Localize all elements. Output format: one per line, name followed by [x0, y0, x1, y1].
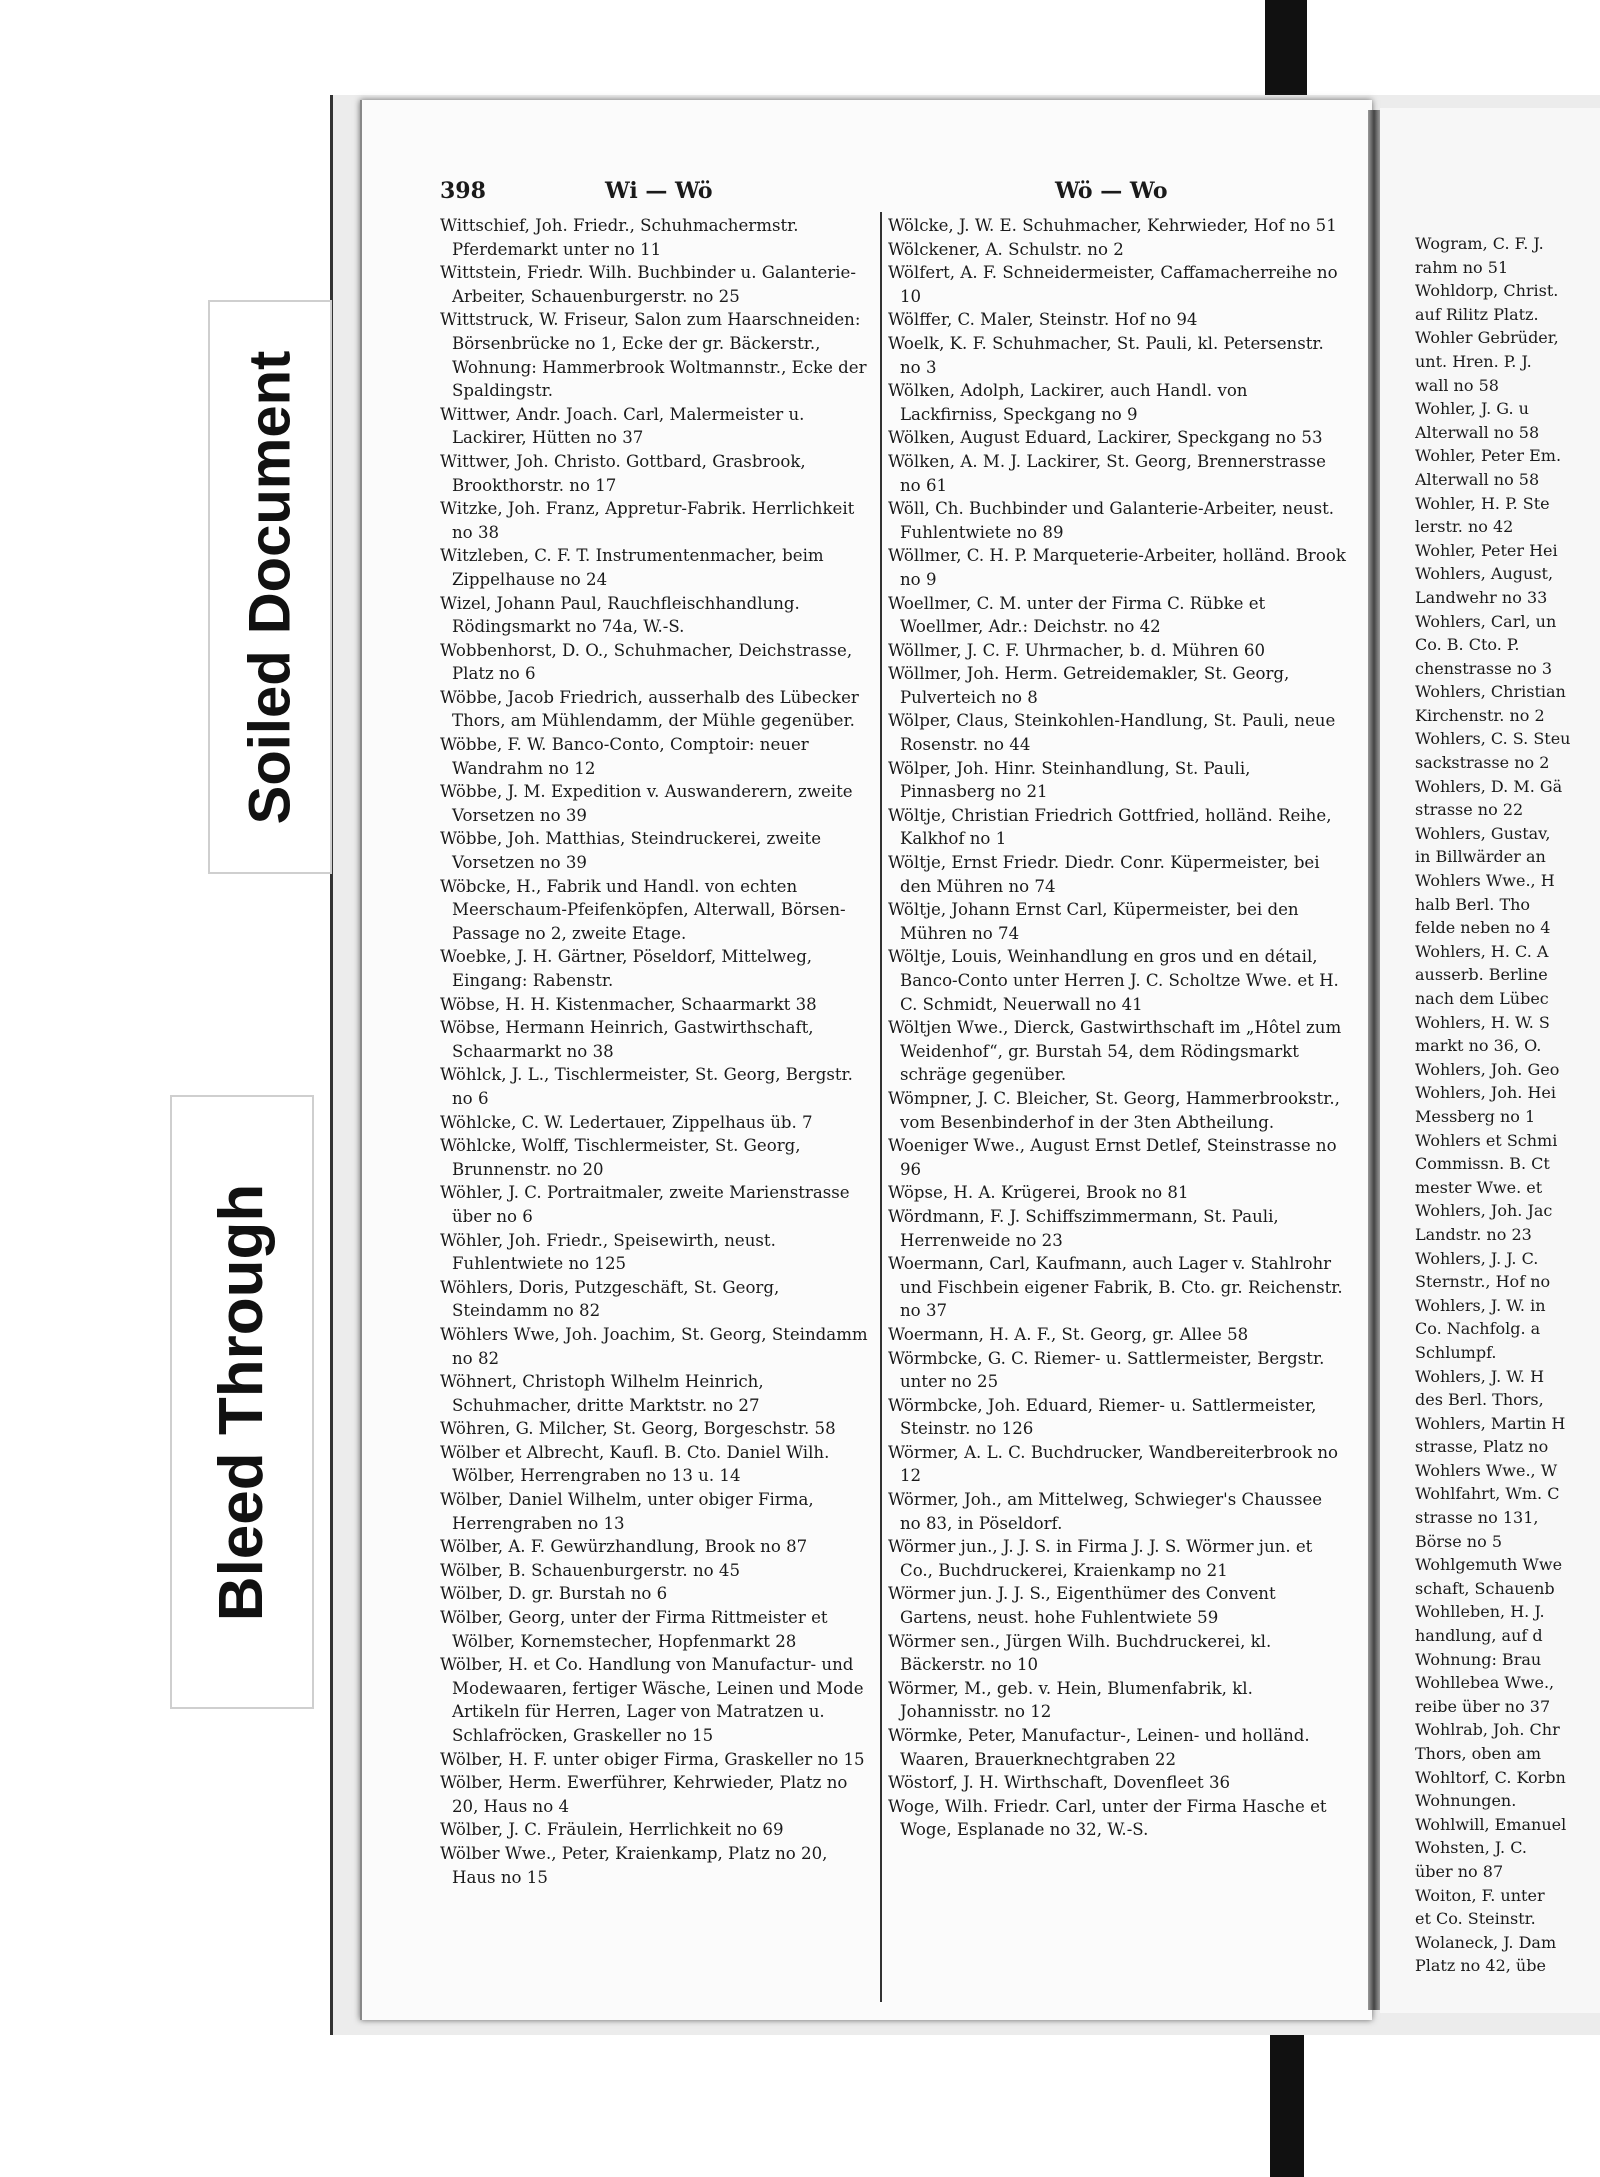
page-number: 398 — [440, 178, 486, 204]
left-range-header: Wi — Wö — [605, 178, 713, 204]
directory-entry: Wölber, B. Schauenburgerstr. no 45 — [440, 1560, 741, 1580]
bleed-through-label: Bleed Through — [207, 1183, 277, 1621]
directory-entry: Wöltje, Ernst Friedr. Diedr. Conr. Küpermeister, bei den Mühren no 74 — [888, 853, 1320, 896]
directory-entry: Landstr. no 23 — [1415, 1224, 1532, 1244]
directory-entry: Wöhler, Joh. Friedr., Speisewirth, neust. Fuhlentwiete no 125 — [440, 1230, 776, 1274]
directory-entry: Wöllmer, Joh. Herm. Getreidemakler, St. Georg, Pulverteich no 8 — [888, 664, 1290, 707]
directory-entry: Wöbbe, Joh. Matthias, Steindruckerei, zweite Vorsetzen no 39 — [440, 829, 822, 873]
directory-entry: Wölber et Albrecht, Kaufl. B. Cto. Daniel Wilh. Wölber, Herrengraben no 13 u. 14 — [440, 1442, 830, 1486]
directory-entry: in Billwärder an — [1415, 847, 1546, 867]
directory-entry: Wogram, C. F. J. — [1415, 234, 1544, 253]
directory-entry: Wohlers, Joh. Jac — [1415, 1201, 1553, 1221]
directory-entry: halb Berl. Tho — [1415, 894, 1531, 914]
directory-entry: Wohlrab, Joh. Chr — [1415, 1720, 1560, 1740]
directory-entry: Wohlers, Gustav, — [1415, 823, 1551, 843]
directory-entry: strasse no 131, — [1415, 1508, 1539, 1528]
directory-entry: Woeniger Wwe., August Ernst Detlef, Steinstrasse no 96 — [888, 1136, 1337, 1179]
directory-entry: Wölken, A. M. J. Lackirer, St. Georg, Brennerstrasse no 61 — [888, 451, 1326, 495]
directory-entry: Alterwall no 58 — [1415, 422, 1540, 442]
top-black-bar — [1265, 0, 1307, 100]
directory-entry: Wöbcke, H., Fabrik und Handl. von echten Meerschaum-Pfeifenköpfen, Alterwall, Börsen-Passage no 2, zweite Etage. — [440, 876, 846, 943]
directory-entry: Wohlers, H. C. A — [1415, 941, 1549, 961]
directory-entry: Wöhnert, Christoph Wilhelm Heinrich, Schuhmacher, dritte Marktstr. no 27 — [440, 1372, 764, 1415]
directory-entry: Wöhlcke, Wolff, Tischlermeister, St. Georg, Brunnenstr. no 20 — [440, 1136, 801, 1179]
soiled-document-label: Soiled Document — [237, 350, 303, 824]
directory-entry: Woebke, J. H. Gärtner, Pöseldorf, Mittelweg, Eingang: Rabenstr. — [440, 947, 813, 990]
directory-entry: Wohlers, H. W. S — [1415, 1012, 1550, 1032]
directory-entry: Witzleben, C. F. T. Instrumentenmacher, beim Zippelhause no 24 — [440, 546, 824, 589]
directory-entry: Wohlers, J. W. in — [1415, 1295, 1546, 1315]
directory-entry: Wörmer sen., Jürgen Wilh. Buchdruckerei, kl. Bäckerstr. no 10 — [888, 1631, 1272, 1675]
directory-entry: Wölken, Adolph, Lackirer, auch Handl. von Lackfirniss, Speckgang no 9 — [888, 381, 1248, 424]
directory-entry: Wöstorf, J. H. Wirthschaft, Dovenfleet 36 — [888, 1773, 1231, 1793]
directory-entry: Wohnung: Brau — [1415, 1649, 1542, 1669]
directory-entry: Wittstruck, W. Friseur, Salon zum Haarschneiden: Börsenbrücke no 1, Ecke der gr. Bäckerstr., Wohnung: Hammerbrook Woltmannstr., Ecke der Spaldingstr. — [440, 310, 867, 401]
directory-entry: wall no 58 — [1415, 375, 1499, 395]
directory-entry: Börse no 5 — [1415, 1531, 1503, 1551]
right-range-header: Wö — Wo — [1055, 178, 1168, 204]
directory-entry: Kirchenstr. no 2 — [1415, 705, 1545, 725]
directory-entry: Wohler, J. G. u — [1415, 399, 1529, 419]
column-2 — [888, 214, 1348, 1842]
directory-entry: handlung, auf d — [1415, 1626, 1543, 1646]
soiled-document-stamp — [208, 300, 332, 874]
directory-entry: Wohler, Peter Hei — [1415, 540, 1558, 560]
directory-entry: Wohlers Wwe., H — [1415, 871, 1555, 891]
directory-entry: Wohnungen. — [1415, 1791, 1517, 1811]
directory-entry: Woge, Wilh. Friedr. Carl, unter der Firma Hasche et Woge, Esplanade no 32, W.-S. — [888, 1796, 1327, 1840]
directory-entry: Wohlers, Martin H — [1415, 1413, 1566, 1433]
directory-entry: des Berl. Thors, — [1415, 1390, 1544, 1410]
column-rule — [880, 212, 882, 2002]
directory-entry: Wölcke, J. W. E. Schuhmacher, Kehrwieder, Hof no 51 — [888, 216, 1337, 235]
directory-entry: Wohldorp, Christ. — [1415, 281, 1559, 301]
directory-entry: Wittwer, Andr. Joach. Carl, Malermeister u. Lackirer, Hütten no 37 — [440, 404, 805, 448]
directory-entry: Wohlers, D. M. Gä — [1415, 776, 1563, 796]
directory-entry: Wohlers et Schmi — [1415, 1130, 1558, 1150]
column-1 — [440, 214, 872, 1889]
directory-entry: Wohler Gebrüder, — [1415, 328, 1559, 348]
directory-entry: Wöllmer, J. C. F. Uhrmacher, b. d. Mühren 60 — [888, 640, 1266, 660]
directory-entry: Wörmer, Joh., am Mittelweg, Schwieger's Chaussee no 83, in Pöseldorf. — [888, 1490, 1323, 1533]
directory-entry: Woelk, K. F. Schuhmacher, St. Pauli, kl. Petersenstr. no 3 — [888, 333, 1324, 377]
directory-entry: Wohlers, Joh. Hei — [1415, 1083, 1556, 1103]
directory-entry: Sternstr., Hof no — [1415, 1272, 1551, 1292]
directory-entry: Wörmer jun. J. J. S., Eigenthümer des Convent Gartens, neust. hohe Fuhlentwiete 59 — [888, 1584, 1276, 1628]
directory-entry: Wölber, D. gr. Burstah no 6 — [440, 1584, 668, 1604]
directory-entry: Wördmann, F. J. Schiffszimmermann, St. Pauli, Herrenweide no 23 — [888, 1206, 1279, 1250]
directory-entry: Wohltorf, C. Korbn — [1415, 1767, 1566, 1787]
directory-entry: Wöbbe, Jacob Friedrich, ausserhalb des Lübecker Thors, am Mühlendamm, der Mühle gegenüber. — [440, 687, 859, 731]
directory-entry: Wölber, A. F. Gewürzhandlung, Brook no 87 — [440, 1537, 808, 1557]
directory-entry: Wörmke, Peter, Manufactur-, Leinen- und holländ. Waaren, Brauerknechtgraben 22 — [888, 1726, 1310, 1769]
directory-entry: Wöbse, H. H. Kistenmacher, Schaarmarkt 38 — [440, 994, 817, 1014]
directory-entry: Woiton, F. unter — [1415, 1885, 1545, 1905]
directory-entry: Wizel, Johann Paul, Rauchfleischhandlung. Rödingsmarkt no 74a, W.-S. — [440, 593, 800, 637]
directory-entry: Wöltje, Christian Friedrich Gottfried, holländ. Reihe, Kalkhof no 1 — [888, 805, 1332, 849]
directory-entry: Wohsten, J. C. — [1415, 1838, 1527, 1858]
directory-entry: Wöltje, Louis, Weinhandlung en gros und en détail, Banco-Conto unter Herren J. C. Scholtze Wwe. et H. C. Schmidt, Neuerwall no 41 — [888, 947, 1339, 1014]
directory-entry: mester Wwe. et — [1415, 1177, 1543, 1197]
directory-entry: markt no 36, O. — [1415, 1036, 1542, 1056]
directory-entry: Wöbbe, F. W. Banco-Conto, Comptoir: neuer Wandrahm no 12 — [440, 735, 809, 778]
directory-entry: Wörmbcke, Joh. Eduard, Riemer- u. Sattlermeister, Steinstr. no 126 — [888, 1395, 1317, 1439]
directory-entry: Wöll, Ch. Buchbinder und Galanterie-Arbeiter, neust. Fuhlentwiete no 89 — [888, 499, 1335, 542]
directory-entry: Wöbbe, J. M. Expedition v. Auswanderern, zweite Vorsetzen no 39 — [440, 782, 853, 825]
directory-entry: Wöpse, H. A. Krügerei, Brook no 81 — [888, 1183, 1189, 1203]
directory-entry: Wittwer, Joh. Christo. Gottbard, Grasbrook, Brookthorstr. no 17 — [440, 451, 806, 495]
directory-entry: chenstrasse no 3 — [1415, 658, 1553, 678]
directory-entry: Co. B. Cto. P. — [1415, 635, 1520, 655]
directory-entry: Wohlers, Joh. Geo — [1415, 1059, 1560, 1079]
directory-entry: lerstr. no 42 — [1415, 517, 1514, 537]
directory-entry: Wöltjen Wwe., Dierck, Gastwirthschaft im „Hôtel zum Weidenhof“, gr. Burstah 54, dem Rödingsmarkt schräge gegenüber. — [888, 1018, 1342, 1085]
directory-entry: schaft, Schauenb — [1415, 1578, 1555, 1598]
directory-entry: Wöbse, Hermann Heinrich, Gastwirthschaft, Schaarmarkt no 38 — [440, 1018, 814, 1061]
directory-entry: Wohlleben, H. J. — [1415, 1602, 1545, 1622]
directory-entry: Wittstein, Friedr. Wilh. Buchbinder u. Galanterie-Arbeiter, Schauenburgerstr. no 25 — [440, 263, 856, 306]
directory-entry: Wohlers, Christian — [1415, 682, 1566, 702]
directory-entry: rahm no 51 — [1415, 257, 1509, 277]
directory-entry: Wörmer jun., J. J. S. in Firma J. J. S. Wörmer jun. et Co., Buchdruckerei, Kraienkamp no 21 — [888, 1537, 1313, 1580]
directory-entry: Commissn. B. Ct — [1415, 1154, 1550, 1174]
directory-entry: Co. Nachfolg. a — [1415, 1319, 1541, 1339]
directory-entry: nach dem Lübec — [1415, 989, 1549, 1008]
book-gutter — [1368, 110, 1380, 2010]
directory-entry: Wömpner, J. C. Bleicher, St. Georg, Hammerbrookstr., vom Besenbinderhof in der 3ten Abtheilung. — [888, 1088, 1340, 1132]
directory-entry: Woermann, Carl, Kaufmann, auch Lager v. Stahlrohr und Fischbein eigener Fabrik, B. Cto. gr. Reichenstr. no 37 — [888, 1254, 1343, 1321]
directory-entry: Thors, oben am — [1415, 1744, 1542, 1763]
bottom-black-bar — [1270, 2030, 1304, 2177]
directory-entry: strasse no 22 — [1415, 800, 1524, 820]
bleed-through-stamp — [170, 1095, 314, 1709]
directory-entry: Wohler, H. P. Ste — [1415, 493, 1550, 513]
directory-entry: Wohlers Wwe., W — [1415, 1460, 1558, 1480]
directory-entry: Wölper, Joh. Hinr. Steinhandlung, St. Pauli, Pinnasberg no 21 — [888, 758, 1251, 802]
directory-entry: Wölckener, A. Schulstr. no 2 — [888, 239, 1124, 259]
directory-entry: über no 87 — [1415, 1861, 1504, 1881]
directory-entry: Wöhler, J. C. Portraitmaler, zweite Marienstrasse über no 6 — [440, 1183, 850, 1226]
directory-entry: Wölfert, A. F. Schneidermeister, Caffamacherreihe no 10 — [888, 263, 1338, 306]
directory-entry: Woellmer, C. M. unter der Firma C. Rübke et Woellmer, Adr.: Deichstr. no 42 — [888, 593, 1266, 637]
directory-entry: Wohlwill, Emanuel — [1415, 1814, 1567, 1834]
directory-entry: Wolaneck, J. Dam — [1415, 1932, 1557, 1952]
directory-entry: Wittschief, Joh. Friedr., Schuhmachermstr. Pferdemarkt unter no 11 — [440, 216, 799, 259]
directory-entry: ausserb. Berline — [1415, 965, 1548, 985]
directory-entry: Wörmer, A. L. C. Buchdrucker, Wandbereiterbrook no 12 — [888, 1442, 1339, 1486]
directory-entry: Alterwall no 58 — [1415, 469, 1540, 489]
directory-entry: Platz no 42, übe — [1415, 1956, 1546, 1976]
directory-entry: Landwehr no 33 — [1415, 587, 1548, 607]
directory-entry: felde neben no 4 — [1415, 918, 1551, 938]
directory-entry: Wöhlcke, C. W. Ledertauer, Zippelhaus üb. 7 — [440, 1112, 813, 1132]
directory-entry: Wöltje, Johann Ernst Carl, Küpermeister, bei den Mühren no 74 — [888, 900, 1299, 943]
directory-entry: Wohlers, J. J. C. — [1415, 1248, 1539, 1268]
directory-entry: Wölber, Daniel Wilhelm, unter obiger Firma, Herrengraben no 13 — [440, 1490, 814, 1533]
directory-entry: unt. Hren. P. J. — [1415, 351, 1532, 371]
directory-entry: Wörmer, M., geb. v. Hein, Blumenfabrik, kl. Johannisstr. no 12 — [888, 1678, 1253, 1722]
directory-entry: Wöhren, G. Milcher, St. Georg, Borgeschstr. 58 — [440, 1419, 836, 1439]
directory-entry: Wohler, Peter Em. — [1415, 446, 1562, 466]
directory-entry: Wöhlck, J. L., Tischlermeister, St. Georg, Bergstr. no 6 — [440, 1065, 853, 1108]
directory-entry: Wohlfahrt, Wm. C — [1415, 1484, 1560, 1504]
directory-entry: Witzke, Joh. Franz, Appretur-Fabrik. Herrlichkeit no 38 — [440, 499, 855, 542]
directory-entry: Wölber Wwe., Peter, Kraienkamp, Platz no 20, Haus no 15 — [440, 1843, 828, 1887]
directory-entry: auf Rilitz Platz. — [1415, 304, 1539, 324]
directory-entry: Schlumpf. — [1415, 1342, 1497, 1362]
directory-entry: Wölken, August Eduard, Lackirer, Speckgang no 53 — [888, 428, 1323, 448]
directory-entry: Wohllebea Wwe., — [1415, 1673, 1555, 1693]
directory-entry: Wölber, J. C. Fräulein, Herrlichkeit no 69 — [440, 1820, 784, 1840]
column-3-partial — [1415, 232, 1600, 1978]
directory-entry: et Co. Steinstr. — [1415, 1909, 1536, 1929]
directory-entry: sackstrasse no 2 — [1415, 753, 1550, 773]
directory-entry: Wohlers, J. W. H — [1415, 1366, 1545, 1386]
directory-entry: Wöhlers, Doris, Putzgeschäft, St. Georg, Steindamm no 82 — [440, 1277, 780, 1321]
directory-entry: Wörmbcke, G. C. Riemer- u. Sattlermeister, Bergstr. unter no 25 — [888, 1348, 1325, 1392]
directory-entry: Wohlers, Carl, un — [1415, 611, 1557, 631]
directory-entry: Wohlers, C. S. Steu — [1415, 729, 1571, 749]
directory-entry: Wölber, H. F. unter obiger Firma, Graskeller no 15 — [440, 1749, 865, 1769]
directory-entry: Woermann, H. A. F., St. Georg, gr. Allee 58 — [888, 1324, 1249, 1344]
directory-entry: Wölffer, C. Maler, Steinstr. Hof no 94 — [888, 310, 1198, 330]
directory-entry: strasse, Platz no — [1415, 1437, 1549, 1457]
directory-entry: Wöhlers Wwe, Joh. Joachim, St. Georg, Steindamm no 82 — [440, 1324, 868, 1368]
directory-entry: Wohlgemuth Wwe — [1415, 1555, 1563, 1575]
directory-entry: Wölber, Georg, unter der Firma Rittmeister et Wölber, Kornemstecher, Hopfenmarkt 28 — [440, 1608, 828, 1651]
directory-entry: reibe über no 37 — [1415, 1696, 1551, 1716]
directory-entry: Wölper, Claus, Steinkohlen-Handlung, St. Pauli, neue Rosenstr. no 44 — [888, 711, 1336, 755]
directory-entry: Wobbenhorst, D. O., Schuhmacher, Deichstrasse, Platz no 6 — [440, 640, 853, 684]
directory-entry: Wölber, H. et Co. Handlung von Manufactur- und Modewaaren, fertiger Wäsche, Leinen und Mode Artikeln für Herren, Lager von Matratzen u. Schlafröcken, Graskeller no 15 — [440, 1655, 864, 1745]
directory-entry: Wohlers, August, — [1415, 564, 1554, 584]
directory-entry: Wöllmer, C. H. P. Marqueterie-Arbeiter, holländ. Brook no 9 — [888, 546, 1346, 589]
directory-entry: Messberg no 1 — [1415, 1106, 1536, 1126]
directory-entry: Wölber, Herm. Ewerführer, Kehrwieder, Platz no 20, Haus no 4 — [440, 1773, 848, 1816]
